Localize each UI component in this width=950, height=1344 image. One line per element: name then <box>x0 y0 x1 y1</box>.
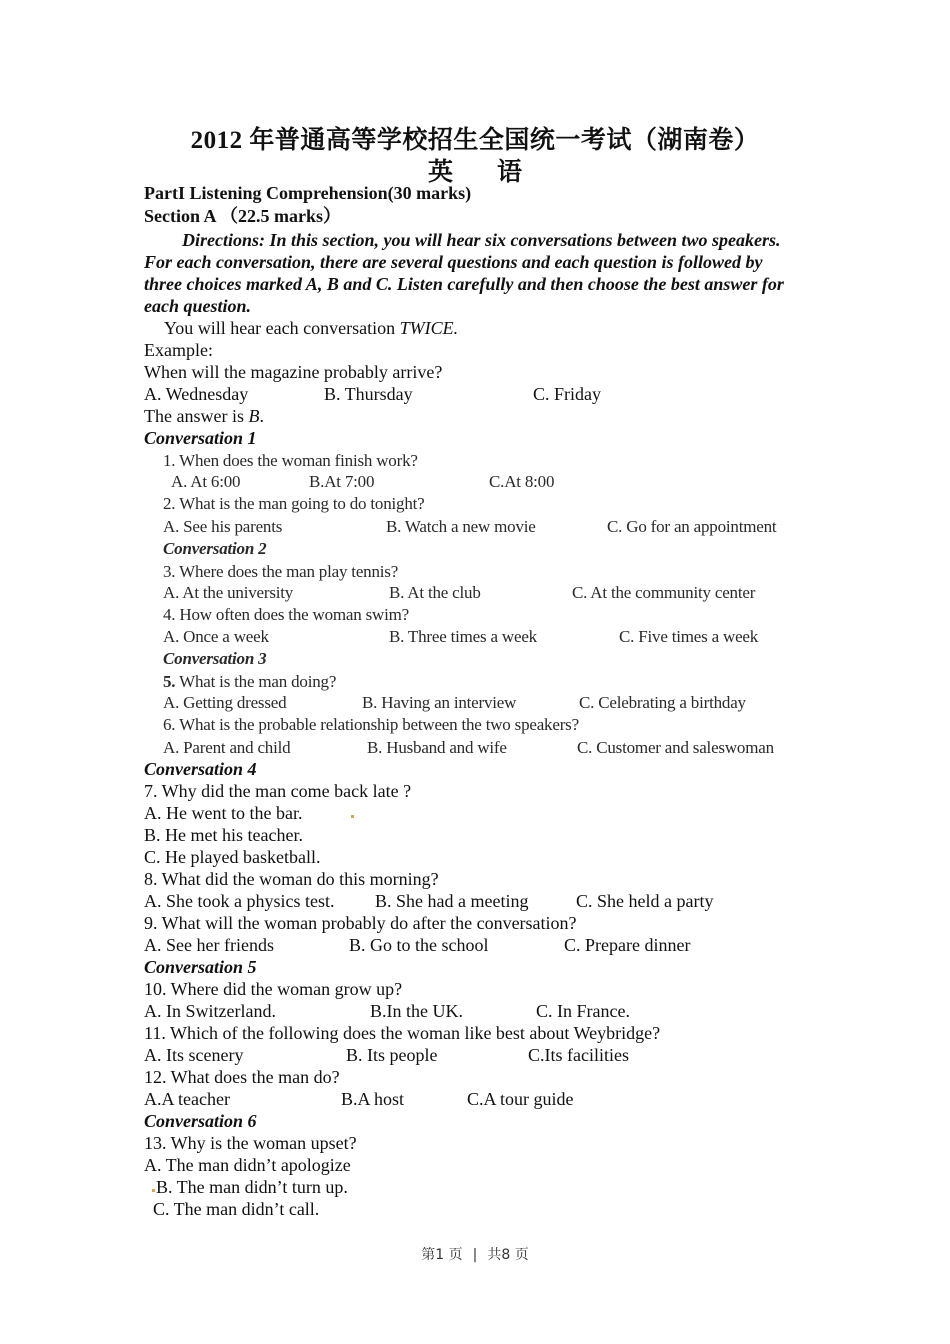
option-b: B. Husband and wife <box>367 738 507 757</box>
option-a: A. See his parents <box>163 517 283 536</box>
question-10: 10. Where did the woman grow up? <box>144 979 403 999</box>
option-c: C. Friday <box>533 384 602 404</box>
option-b: B. Having an interview <box>362 693 517 712</box>
directions-paragraph: Directions: In this section, you will hear six conversations between two speakers. For each conversation, there are several questions and each question is followed by three choices marked A, B and C. Listen carefully and then choose the best answer for each question. <box>144 230 784 316</box>
example-question: When will the magazine probably arrive? <box>144 362 443 382</box>
option-c: C. In France. <box>536 1001 630 1021</box>
question-7-option-b: B. He met his teacher. <box>144 825 303 845</box>
option-c: C. At the community center <box>572 583 756 602</box>
question-13-option-c: C. The man didn’t call. <box>153 1199 320 1219</box>
option-c: C. Customer and saleswoman <box>577 738 774 757</box>
question-3: 3. Where does the man play tennis? <box>163 562 399 581</box>
page-current: 第1 页 <box>421 1247 463 1263</box>
conversation-1-heading: Conversation 1 <box>144 428 257 448</box>
example-answer-period: . <box>259 406 264 426</box>
question-2: 2. What is the man going to do tonight? <box>163 494 425 513</box>
page-footer <box>0 1244 950 1264</box>
question-13-option-a: A. The man didn’t apologize <box>144 1155 351 1175</box>
part-heading: PartI Listening Comprehension(30 marks) <box>144 183 472 203</box>
question-11: 11. Which of the following does the woman like best about Weybridge? <box>144 1023 661 1043</box>
stray-mark <box>152 1189 155 1192</box>
option-b: B. At the club <box>389 583 481 602</box>
question-7: 7. Why did the man come back late ? <box>144 781 412 801</box>
stray-mark <box>351 815 354 818</box>
document-title: 2012 年普通高等学校招生全国统一考试（湖南卷） <box>190 127 760 154</box>
option-a: A. In Switzerland. <box>144 1001 276 1021</box>
question-1: 1. When does the woman finish work? <box>163 451 418 470</box>
example-label: Example: <box>144 340 213 360</box>
question-7-option-a: A. He went to the bar. <box>144 803 303 823</box>
page-separator: | <box>472 1247 478 1263</box>
option-c: C.Its facilities <box>528 1045 629 1065</box>
option-b: B.In the UK. <box>370 1001 463 1021</box>
conversation-6-heading: Conversation 6 <box>144 1111 257 1131</box>
conversation-4-heading: Conversation 4 <box>144 759 257 779</box>
question-7-option-c: C. He played basketball. <box>144 847 321 867</box>
question-9: 9. What will the woman probably do after the conversation? <box>144 913 577 933</box>
question-8: 8. What did the woman do this morning? <box>144 869 439 889</box>
question-5-text: What is the man doing? <box>175 672 337 691</box>
example-answer-letter: B <box>248 406 260 426</box>
option-c: C. Prepare dinner <box>564 935 691 955</box>
option-a: A. See her friends <box>144 935 274 955</box>
option-a: A. Wednesday <box>144 384 249 404</box>
question-13-option-b: B. The man didn’t turn up. <box>156 1177 348 1197</box>
example-answer-text: The answer is <box>144 406 249 426</box>
question-13: 13. Why is the woman upset? <box>144 1133 357 1153</box>
section-heading: Section A （22.5 marks） <box>144 206 342 226</box>
option-a: A.A teacher <box>144 1089 230 1109</box>
subject-title <box>0 152 950 188</box>
option-c: C. She held a party <box>576 891 714 911</box>
option-a: A. At the university <box>163 583 294 602</box>
option-a: A. She took a physics test. <box>144 891 335 911</box>
option-a: A. Once a week <box>163 627 269 646</box>
conversation-5-heading: Conversation 5 <box>144 957 257 977</box>
question-4: 4. How often does the woman swim? <box>163 605 409 624</box>
conversation-2-heading: Conversation 2 <box>163 539 267 558</box>
option-b: B. Watch a new movie <box>386 517 536 536</box>
question-6: 6. What is the probable relationship between the two speakers? <box>163 715 579 734</box>
option-c: C. Celebrating a birthday <box>579 693 746 712</box>
option-b: B.At 7:00 <box>309 472 375 491</box>
question-12: 12. What does the man do? <box>144 1067 340 1087</box>
option-c: C. Five times a week <box>619 627 759 646</box>
twice-note <box>164 317 458 339</box>
option-a: A. Its scenery <box>144 1045 244 1065</box>
subject-char-2: 语 <box>497 159 523 186</box>
option-a: A. At 6:00 <box>171 472 241 491</box>
option-a: A. Parent and child <box>163 738 291 757</box>
option-b: B. Thursday <box>324 384 413 404</box>
conversation-3-heading: Conversation 3 <box>163 649 267 668</box>
option-b: B. Three times a week <box>389 627 537 646</box>
question-5-number: 5. <box>163 672 176 691</box>
option-c: C. Go for an appointment <box>607 517 777 536</box>
option-c: C.At 8:00 <box>489 472 555 491</box>
page-total: 共8 页 <box>487 1247 529 1263</box>
option-a: A. Getting dressed <box>163 693 287 712</box>
question-5 <box>163 671 336 693</box>
option-b: B.A host <box>341 1089 405 1109</box>
option-b: B. She had a meeting <box>375 891 529 911</box>
option-c: C.A tour guide <box>467 1089 574 1109</box>
option-b: B. Its people <box>346 1045 438 1065</box>
subject-char-1: 英 <box>427 159 453 186</box>
example-answer <box>144 405 264 427</box>
twice-note-text: You will hear each conversation <box>164 318 400 338</box>
option-b: B. Go to the school <box>349 935 489 955</box>
twice-emphasis: TWICE. <box>399 318 459 338</box>
